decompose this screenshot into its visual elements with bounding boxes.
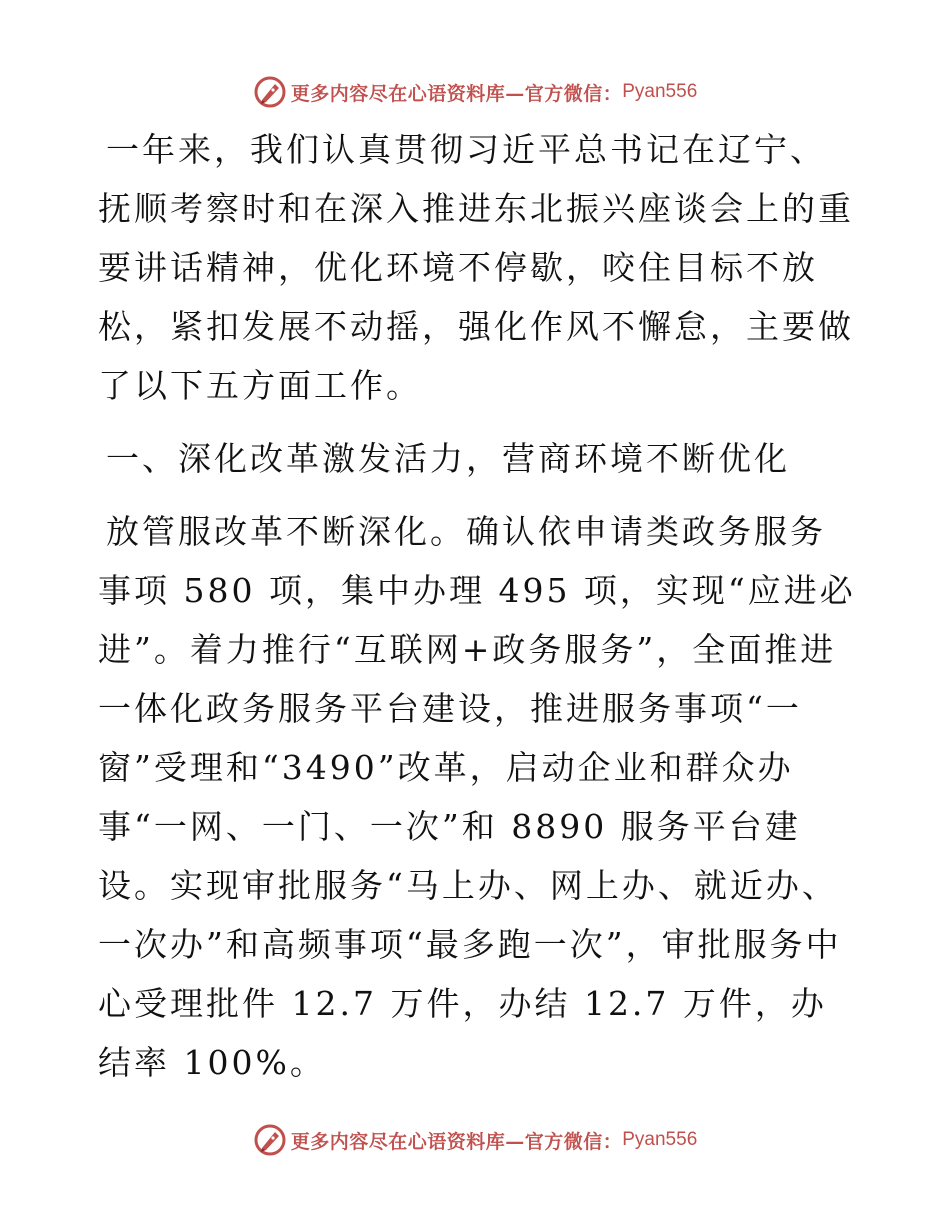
watermark-footer [0,1120,950,1160]
watermark-wechat-id: Pyan556 [622,81,698,102]
watermark-header [0,72,950,112]
intro-paragraph: 一年来，我们认真贯彻习近平总书记在辽宁、抚顺考察时和在深入推进东北振兴座谈会上的重要讲话精神，优化环境不停歇，咬住目标不放松，紧扣发展不动摇，强化作风不懈怠，主要做了以下五方面工作。 [98,130,854,405]
pen-nib-logo-icon [253,1123,287,1157]
document-body [98,120,858,1092]
section-heading: 一、深化改革激发活力，营商环境不断优化 [106,439,790,478]
watermark-text: 更多内容尽在心语资料库—官方微信： [290,1130,623,1153]
body-paragraph: 放管服改革不断深化。确认依申请类政务服务事项 580 项，集中办理 495 项，实现“应进必进”。着力推行“互联网+政务服务”，全面推进一体化政务服务平台建设，推进服务事项“一窗”受理和“3490”改革，启动企业和群众办事“一网、一门、一次”和 8890 服务平台建设。实现审批服务“马上办、网上办、就近办、一次办”和高频事项“最多跑一次”，审批服务中心受理批件 12.7 万件，办结 12.7 万件，办结率 100%。 [98,512,856,1082]
watermark-text: 更多内容尽在心语资料库—官方微信： [290,82,623,105]
pen-nib-logo-icon [253,75,287,109]
watermark-wechat-id: Pyan556 [622,1129,698,1150]
